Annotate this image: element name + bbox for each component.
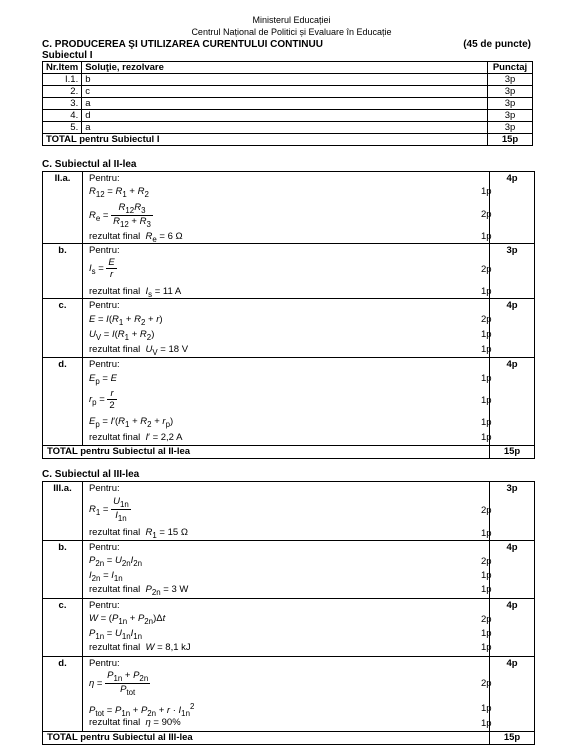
total-points: 15p <box>488 134 533 146</box>
item-label: c. <box>43 299 83 357</box>
result-label: rezultat final <box>89 584 141 595</box>
table-row <box>43 110 533 122</box>
formula: $E_p = E$ <box>89 373 117 386</box>
line-points: 1p <box>481 718 492 729</box>
header-punctaj: Punctaj <box>488 62 533 74</box>
table-row <box>43 86 533 98</box>
table-row <box>43 122 533 134</box>
formula: $R_e$ = $\frac{R_{12}R_3}{R_{12} + R_3}$ <box>89 202 151 229</box>
table-header-row <box>43 62 533 74</box>
item-answer: c <box>82 86 488 98</box>
line-points: 2p <box>481 505 492 516</box>
table-row <box>43 74 533 86</box>
formula: $I_s$ = $\frac{E}{r}$ <box>89 257 115 280</box>
formula: $P_{2n} = U_{2n}I_{2n}$ <box>89 555 143 568</box>
subiect-2-table <box>42 171 535 459</box>
item-points: 3p <box>488 110 533 122</box>
item-points: 3p <box>489 244 534 298</box>
line-points: 1p <box>481 186 492 197</box>
line-points: 1p <box>481 642 492 653</box>
line-points: 1p <box>481 584 492 595</box>
final-result: rezultat final $P_{2n} = 3$ W <box>89 584 189 597</box>
final-result: rezultat final $I_s = 11$ A <box>89 286 182 299</box>
line-points: 1p <box>481 286 492 297</box>
line-points: 1p <box>481 570 492 581</box>
line-points: 1p <box>481 329 492 340</box>
item-answer: b <box>82 74 488 86</box>
ministry-line: Ministerul Educației <box>252 15 331 25</box>
formula: $W = (P_{1n} + P_{2n})\Delta t$ <box>89 613 166 626</box>
result-label: rezultat final <box>89 344 141 355</box>
item-row-2c <box>43 299 534 358</box>
item-points: 4p <box>489 599 534 656</box>
total-label: TOTAL pentru Subiectul al II-lea <box>47 446 191 457</box>
subiect-3-title: C. Subiectul al III-lea <box>42 469 140 480</box>
final-result: rezultat final $U_V = 18$ V <box>89 344 189 357</box>
item-number: 5. <box>43 122 82 134</box>
item-points: 4p <box>489 358 534 445</box>
subiect-1-title: Subiectul I <box>42 50 93 61</box>
item-label: II.a. <box>43 172 83 243</box>
item-points: 4p <box>489 172 534 243</box>
line-points: 2p <box>481 556 492 567</box>
item-label: c. <box>43 599 83 656</box>
section-title: C. PRODUCEREA ŞI UTILIZAREA CURENTULUI CONTINUU <box>42 39 323 50</box>
line-points: 1p <box>481 628 492 639</box>
formula: $P_{tot} = P_{1n} + P_{2n} + r \cdot I_{1n}^2$ <box>89 702 195 719</box>
result-label: rezultat final <box>89 286 141 297</box>
item-points: 3p <box>489 482 534 540</box>
header-nr-item: Nr.Item <box>43 62 82 74</box>
formula: $P_{1n} = U_{1n}I_{1n}$ <box>89 628 143 641</box>
item-label: III.a. <box>43 482 83 540</box>
line-points: 2p <box>481 209 492 220</box>
item-points: 4p <box>489 299 534 357</box>
result-label: rezultat final <box>89 642 141 653</box>
subiect-1-table <box>42 61 533 146</box>
final-result: rezultat final W = 8,1 kJ <box>89 642 191 653</box>
formula: $U_V = I(R_1 + R_2)$ <box>89 329 155 342</box>
line-points: 2p <box>481 678 492 689</box>
line-points: 1p <box>481 231 492 242</box>
item-answer: a <box>82 98 488 110</box>
formula: $I_{2n} = I_{1n}$ <box>89 570 123 583</box>
center-line: Centrul Național de Politici și Evaluare în Educație <box>191 27 392 37</box>
total-row <box>43 446 534 459</box>
formula: $R_1$ = $\frac{U_{1n}}{I_{1n}}$ <box>89 496 129 523</box>
item-label: d. <box>43 358 83 445</box>
item-row-2b <box>43 244 534 299</box>
pentru-label: Pentru: <box>89 600 120 611</box>
item-points: 4p <box>489 657 534 731</box>
line-points: 2p <box>481 264 492 275</box>
total-row <box>43 134 533 146</box>
item-number: 4. <box>43 110 82 122</box>
line-points: 1p <box>481 417 492 428</box>
line-points: 1p <box>481 432 492 443</box>
total-label: TOTAL pentru Subiectul I <box>43 134 488 146</box>
pentru-label: Pentru: <box>89 542 120 553</box>
item-points: 3p <box>488 74 533 86</box>
item-points: 3p <box>488 86 533 98</box>
section-points: (45 de puncte) <box>463 39 531 50</box>
pentru-label: Pentru: <box>89 245 120 256</box>
item-label: d. <box>43 657 83 731</box>
result-label: rezultat final <box>89 231 141 242</box>
final-result: rezultat final $R_e = 6$ Ω <box>89 231 183 244</box>
line-points: 2p <box>481 314 492 325</box>
item-row-2a <box>43 172 534 244</box>
line-points: 1p <box>481 528 492 539</box>
subiect-3-table <box>42 481 535 745</box>
line-points: 1p <box>481 344 492 355</box>
header-solutie: Soluţie, rezolvare <box>82 62 488 74</box>
final-result: rezultat final η = 90% <box>89 717 181 728</box>
total-label: TOTAL pentru Subiectul al III-lea <box>47 732 193 743</box>
formula: η = $P_{1n} + P_{2n}$ $P_{tot}$ <box>89 670 149 697</box>
item-number: 3. <box>43 98 82 110</box>
line-points: 1p <box>481 373 492 384</box>
item-row-3d <box>43 657 534 732</box>
item-points: 4p <box>489 541 534 598</box>
pentru-label: Pentru: <box>89 173 120 184</box>
formula: $E_p = I'(R_1 + R_2 + r_p)$ <box>89 416 174 429</box>
item-label: b. <box>43 244 83 298</box>
item-points: 3p <box>488 98 533 110</box>
item-points: 3p <box>488 122 533 134</box>
item-number: 2. <box>43 86 82 98</box>
line-points: 1p <box>481 395 492 406</box>
pentru-label: Pentru: <box>89 359 120 370</box>
item-row-2d <box>43 358 534 446</box>
pentru-label: Pentru: <box>89 658 120 669</box>
total-row <box>43 732 534 745</box>
final-result: rezultat final $R_1 = 15$ Ω <box>89 527 188 540</box>
item-number: I.1. <box>43 74 82 86</box>
pentru-label: Pentru: <box>89 483 120 494</box>
line-points: 1p <box>481 703 492 714</box>
item-row-3c <box>43 599 534 657</box>
item-answer: a <box>82 122 488 134</box>
formula: $r_p$ = $\frac{r}{2}$ <box>89 388 115 411</box>
total-points: 15p <box>489 446 534 458</box>
subiect-2-title: C. Subiectul al II-lea <box>42 159 137 170</box>
total-points: 15p <box>489 732 534 744</box>
result-label: rezultat final <box>89 527 141 538</box>
item-row-3a <box>43 482 534 541</box>
table-row <box>43 98 533 110</box>
item-answer: d <box>82 110 488 122</box>
item-row-3b <box>43 541 534 599</box>
formula: $R_{12} = R_1 + R_2$ <box>89 186 149 199</box>
result-label: rezultat final <box>89 717 141 728</box>
item-label: b. <box>43 541 83 598</box>
result-label: rezultat final <box>89 432 141 443</box>
line-points: 2p <box>481 614 492 625</box>
final-result: rezultat final I′ = 2,2 A <box>89 432 183 443</box>
formula: $E = I(R_1 + R_2 + r)$ <box>89 314 163 327</box>
pentru-label: Pentru: <box>89 300 120 311</box>
